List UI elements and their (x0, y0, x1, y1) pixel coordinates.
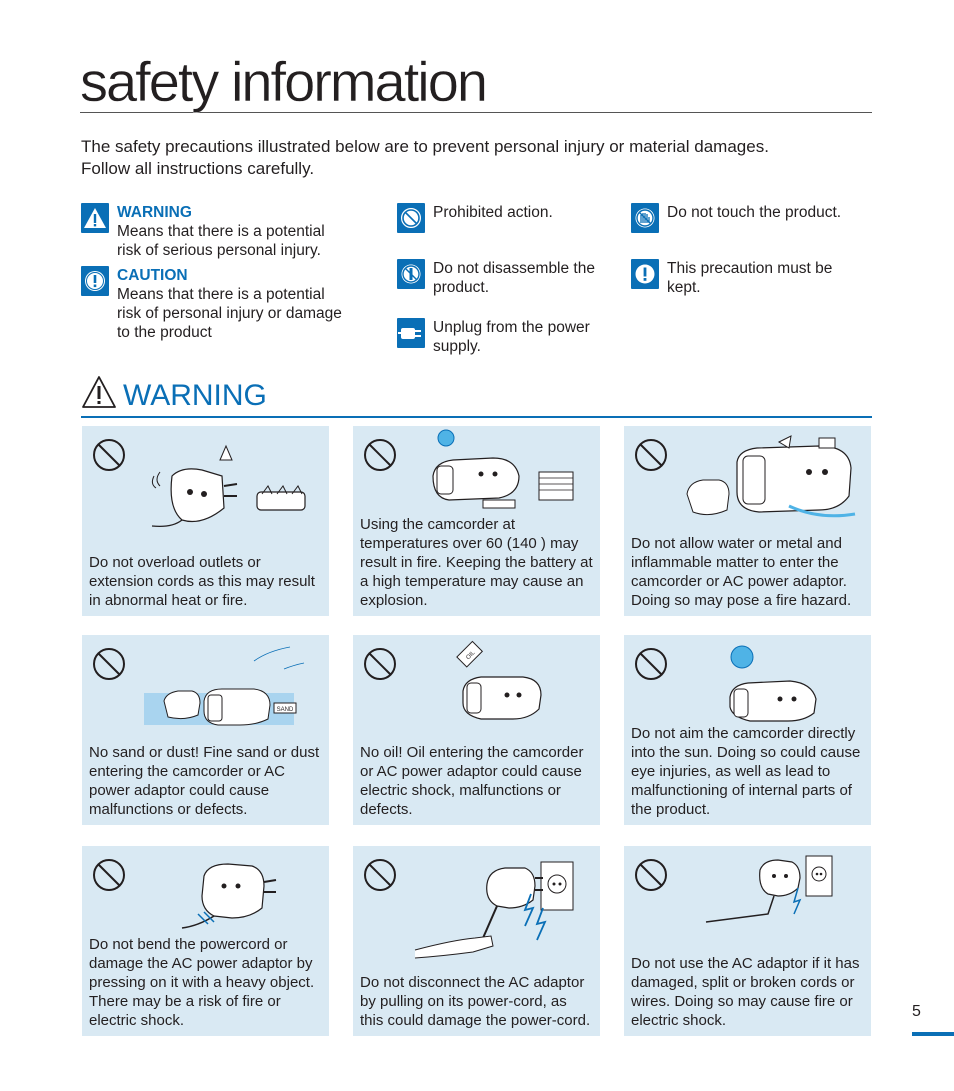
intro-line-2: Follow all instructions carefully. (81, 159, 315, 178)
card-text: Do not disconnect the AC adaptor by pulling on its power-cord, as this could damage the power-cord. (360, 974, 591, 1029)
warning-card (82, 635, 329, 825)
warning-triangle-icon (81, 374, 117, 410)
warning-card (82, 846, 329, 1036)
card-text: Do not overload outlets or extension cords as this may result in abnormal heat or fire. (89, 554, 315, 609)
prohibited-icon (363, 858, 399, 894)
legend-no-touch-text: Do not touch the product. (667, 204, 842, 221)
warning-card (624, 426, 871, 616)
legend-prohibited (397, 203, 617, 237)
prohibited-icon (634, 647, 670, 683)
page-number: 5 (912, 1003, 921, 1020)
warning-card (353, 635, 600, 825)
unplug-icon (397, 318, 425, 348)
legend-prohibited-text: Prohibited action. (433, 204, 553, 221)
legend-unplug (397, 318, 617, 358)
legend-no-touch (631, 203, 871, 237)
intro-line-1: The safety precautions illustrated below are to prevent personal injury or material damages. (81, 137, 769, 156)
warning-card (624, 635, 871, 825)
prohibited-icon (92, 438, 128, 474)
oil-can-illustration (453, 639, 563, 724)
intro-text (81, 136, 861, 180)
legend-caution-text: Means that there is a potential risk of personal injury or damage to the product (117, 286, 342, 341)
no-touch-hand-icon (631, 203, 659, 233)
warning-card (82, 426, 329, 616)
warning-card (624, 846, 871, 1036)
legend-unplug-text: Unplug from the power supply. (433, 319, 590, 355)
legend-warning (81, 203, 351, 263)
warning-card (353, 426, 600, 616)
prohibited-icon (397, 203, 425, 233)
warning-section-heading (81, 374, 872, 418)
prohibited-icon (634, 858, 670, 894)
legend-caution-head: CAUTION (117, 267, 188, 284)
sand-dust-illustration (144, 639, 314, 731)
prohibited-icon (363, 438, 399, 474)
card-text: No oil! Oil entering the camcorder or AC power adaptor could cause electric shock, malfunctions or defects. (360, 744, 584, 818)
warning-card (353, 846, 600, 1036)
card-text: Do not allow water or metal and inflammable matter to enter the camcorder or AC power adaptor. Doing so may pose a fire hazard. (631, 535, 852, 609)
legend-warning-text: Means that there is a potential risk of serious personal injury. (117, 223, 325, 259)
oil-can-label: OIL (465, 650, 477, 662)
page-title: safety information (80, 50, 486, 113)
page-title-block (80, 52, 872, 113)
legend-must-keep-text: This precaution must be kept. (667, 260, 833, 296)
overloaded-outlet-illustration (142, 436, 312, 531)
prohibited-icon (634, 438, 670, 474)
no-disassemble-icon (397, 259, 425, 289)
card-text: No sand or dust! Fine sand or dust entering the camcorder or AC power adaptor could cause malfunctions or defects. (89, 744, 320, 818)
legend-disassemble-text: Do not disassemble the product. (433, 260, 595, 296)
prohibited-icon (92, 647, 128, 683)
card-text: Do not aim the camcorder directly into the sun. Doing so could cause eye injuries, as well as lead to malfunctioning of internal parts of the product. (631, 725, 861, 818)
sand-sign-label: SAND (276, 707, 294, 713)
prohibited-icon (92, 858, 128, 894)
legend-disassemble (397, 259, 617, 299)
legend-caution (81, 266, 351, 346)
must-keep-icon (631, 259, 659, 289)
pulling-cord-illustration (413, 854, 583, 959)
page-marker-bar (912, 1032, 954, 1036)
card-text: Do not bend the powercord or damage the AC power adaptor by pressing on it with a heavy object. There may be a risk of fire or electric shock. (89, 936, 315, 1029)
card-text: Using the camcorder at temperatures over 60 (140 ) may result in fire. Keeping the battery at a high temperature may cause an explosion. (360, 516, 593, 609)
caution-exclamation-icon (81, 266, 109, 296)
prohibited-icon (363, 647, 399, 683)
card-text: Do not use the AC adaptor if it has damaged, split or broken cords or wires. Doing so may cause fire or electric shock. (631, 955, 860, 1029)
crushed-adaptor-illustration (178, 856, 288, 936)
legend-warning-head: WARNING (117, 204, 192, 221)
water-spill-illustration (679, 432, 864, 522)
sun-camcorder-illustration (724, 643, 834, 725)
warning-triangle-icon (81, 203, 109, 233)
hot-camcorder-illustration (423, 428, 593, 513)
warning-section-title: WARNING (123, 379, 267, 412)
legend-must-keep (631, 259, 871, 299)
damaged-cord-illustration (702, 852, 842, 937)
